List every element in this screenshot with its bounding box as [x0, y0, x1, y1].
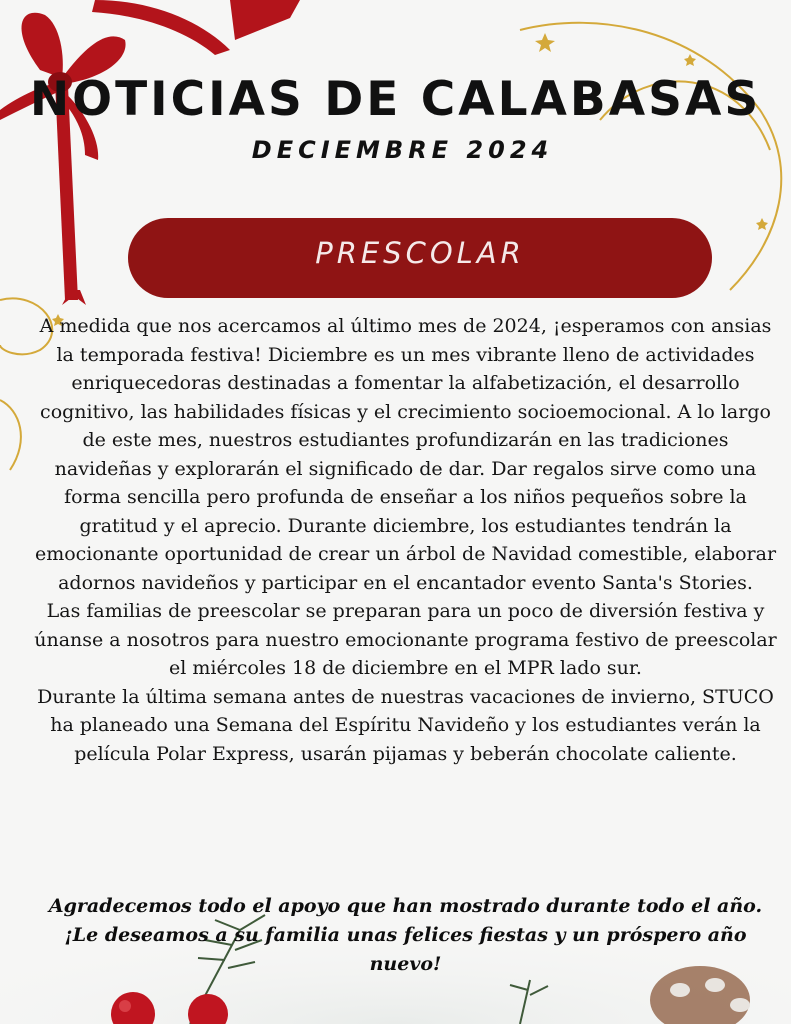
- closing-message: Agradecemos todo el apoyo que han mostrado durante todo el año. ¡Le deseamos a su familia unas felices fiestas y un próspero año nuevo!: [48, 895, 763, 975]
- section-label: PRESCOLAR: [315, 236, 525, 270]
- body-paragraph: Durante la última semana antes de nuestras vacaciones de invierno, STUCO ha planeado una Semana del Espíritu Navideño y los estudiantes verán la película Polar Express, usarán pijamas y beberán chocolate caliente.: [37, 685, 774, 765]
- body-paragraph: Las familias de preescolar se preparan para un poco de diversión festiva y únanse a nosotros para nuestro emocionante programa festivo de preescolar el miércoles 18 de diciembre en el MPR lado sur.: [34, 600, 777, 679]
- newsletter-title: NOTICIAS DE CALABASAS: [29, 72, 762, 127]
- newsletter-body: [34, 312, 777, 768]
- body-paragraph: A medida que nos acercamos al último mes de 2024, ¡esperamos con ansias la temporada festiva! Diciembre es un mes vibrante lleno de actividades enriquecedoras destinadas a fomentar la alfabetización, el desarrollo cognitivo, las habilidades físicas y el crecimiento socioemocional. A lo largo de este mes, nuestros estudiantes profundizarán en las tradiciones navideñas y explorarán el significado de dar. Dar regalos sirve como una forma sencilla pero profunda de enseñar a los niños pequeños sobre la gratitud y el aprecio. Durante diciembre, los estudiantes tendrán la emocionante oportunidad de crear un árbol de Navidad comestible, elaborar adornos navideños y participar en el encantador evento Santa's Stories.: [34, 315, 777, 594]
- section-banner: [128, 218, 712, 298]
- newsletter-date: DECIEMBRE 2024: [251, 136, 554, 164]
